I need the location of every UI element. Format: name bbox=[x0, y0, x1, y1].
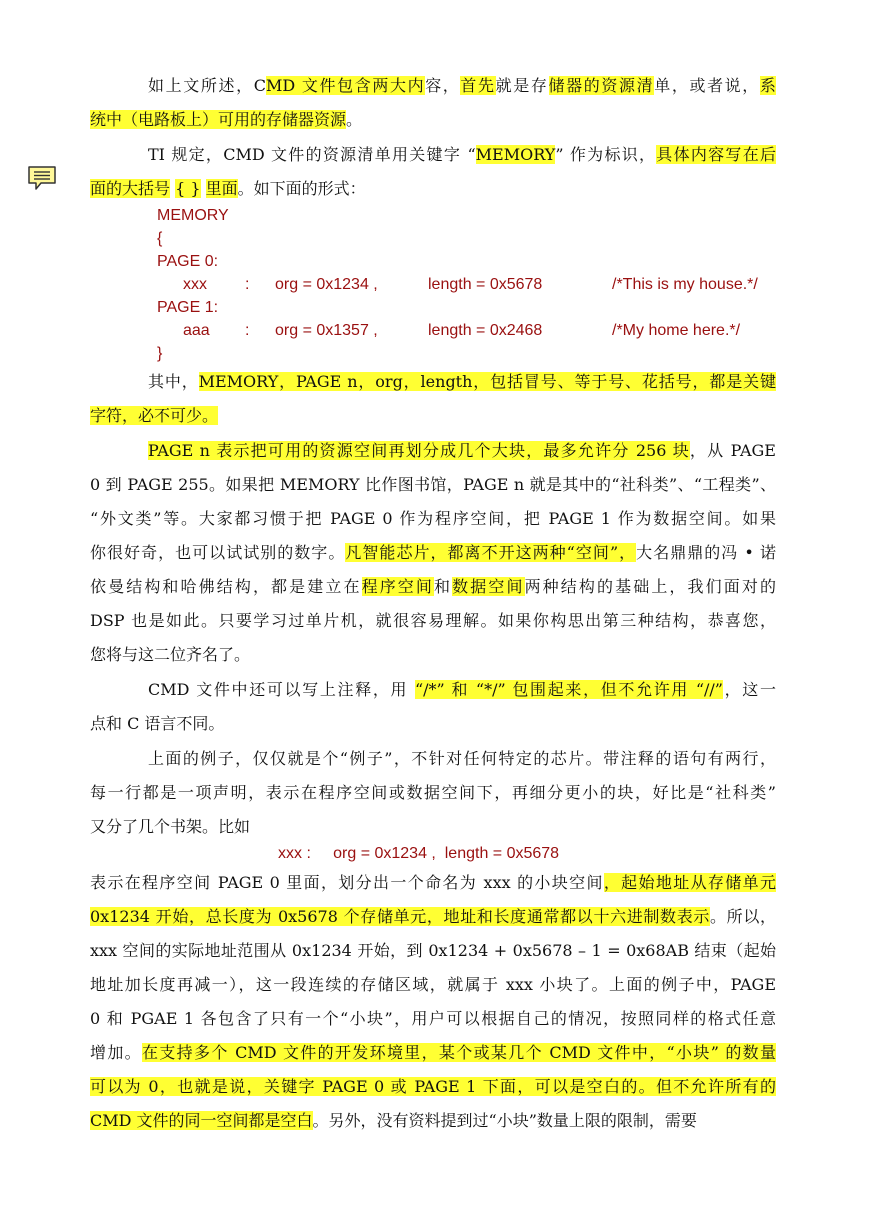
code-page1-name: aaa bbox=[183, 322, 210, 339]
text-line bbox=[148, 371, 776, 393]
text-line bbox=[90, 1076, 776, 1098]
code-page0-org: org = 0x1234 , bbox=[275, 276, 378, 293]
highlighted-text: 里面 bbox=[205, 179, 238, 198]
inline-code-example: xxx : org = 0x1234 , length = 0x5678 bbox=[278, 845, 560, 862]
highlighted-text: { } bbox=[175, 179, 201, 198]
text-run: 容， bbox=[425, 76, 461, 95]
text-line bbox=[90, 713, 224, 735]
highlighted-text: 具体内容写在后 bbox=[656, 145, 776, 164]
text-run: CMD 文件中还可以写上注释，用 bbox=[148, 680, 415, 699]
highlighted-text: 数据空间 bbox=[452, 577, 525, 596]
code-page1-colon: : bbox=[245, 322, 250, 339]
text-run: 上面的例子，仅仅就是个“例子”，不针对任何特定的芯片。带注释的语句有两行， bbox=[148, 749, 776, 768]
text-run: 依曼结构和哈佛结构，都是建立在 bbox=[90, 577, 362, 596]
highlighted-text: “/*” 和 “*/” 包围起来，但不允许用 “//” bbox=[414, 680, 723, 699]
text-line bbox=[90, 576, 776, 598]
text-run: xxx 空间的实际地址范围从 0x1234 开始，到 0x1234 + 0x5678 – 1 = 0x68AB 结束（起始 bbox=[90, 941, 776, 960]
text-run: 两种结构的基础上，我们面对的 bbox=[524, 577, 776, 596]
code-page1-label: PAGE 1: bbox=[157, 299, 219, 316]
text-run: 和 bbox=[434, 577, 453, 596]
highlighted-text: 程序空间 bbox=[361, 577, 435, 596]
text-line bbox=[148, 748, 776, 770]
text-run: 。如下面的形式： bbox=[237, 179, 366, 198]
text-line bbox=[90, 542, 776, 564]
code-memory-keyword: MEMORY bbox=[157, 207, 229, 224]
code-page0-colon: : bbox=[245, 276, 250, 293]
code-page0-length: length = 0x5678 bbox=[428, 276, 543, 293]
highlighted-text: 储器的资源清 bbox=[548, 76, 655, 95]
highlighted-text: 面的大括号 bbox=[90, 179, 171, 198]
text-run: 。所以， bbox=[710, 907, 776, 926]
code-page0-name: xxx bbox=[183, 276, 207, 293]
text-run: 又分了几个书架。比如 bbox=[90, 817, 251, 836]
text-line bbox=[90, 474, 776, 496]
text-run: 其中， bbox=[148, 372, 199, 391]
text-line bbox=[90, 405, 218, 427]
text-line bbox=[90, 508, 776, 530]
highlighted-text: 凡智能芯片，都离不开这两种“空间”， bbox=[345, 543, 637, 562]
text-line bbox=[148, 144, 776, 166]
text-run: 地址加长度再减一），这一段连续的存储区域，就属于 xxx 小块了。上面的例子中，PAGE bbox=[90, 975, 776, 994]
text-line bbox=[90, 644, 250, 666]
text-line bbox=[90, 974, 776, 996]
code-page1-length: length = 0x2468 bbox=[428, 322, 543, 339]
text-line bbox=[90, 109, 362, 131]
highlighted-text: MEMORY bbox=[475, 145, 556, 164]
code-page0-label: PAGE 0: bbox=[157, 253, 219, 270]
text-line bbox=[90, 1042, 776, 1064]
text-line bbox=[90, 178, 366, 200]
highlighted-text: 统中（电路板上）可用的存储器资源 bbox=[90, 110, 347, 129]
text-run: 0 和 PGAE 1 各包含了只有一个“小块”，用户可以根据自己的情况，按照同样的格式任意 bbox=[90, 1009, 776, 1028]
highlighted-text: 字符，必不可少。 bbox=[90, 406, 219, 425]
text-run: ，这一 bbox=[722, 680, 776, 699]
text-line bbox=[148, 679, 776, 701]
text-run: 点和 C 语言不同。 bbox=[90, 714, 225, 733]
text-run: 如上文所述，C bbox=[148, 76, 266, 95]
text-line bbox=[90, 940, 776, 962]
text-line bbox=[148, 440, 776, 462]
highlighted-text: PAGE n 表示把可用的资源空间再划分成几个大块，最多允许分 256 块 bbox=[148, 441, 690, 460]
text-run: TI 规定，CMD 文件的资源清单用关键字 “ bbox=[148, 145, 476, 164]
highlighted-text: CMD 文件的同一空间都是空白 bbox=[90, 1111, 313, 1130]
code-page0-comment: /*This is my house.*/ bbox=[612, 276, 758, 293]
text-line bbox=[90, 906, 776, 928]
text-run: 。另外，没有资料提到过“小块”数量上限的限制，需要 bbox=[312, 1111, 697, 1130]
text-line bbox=[148, 75, 776, 97]
text-line bbox=[90, 1008, 776, 1030]
text-run: 大名鼎鼎的冯 • 诺 bbox=[636, 543, 776, 562]
text-line bbox=[90, 610, 776, 632]
text-run: 增加。 bbox=[90, 1043, 142, 1062]
text-line bbox=[90, 816, 250, 838]
text-run: 单，或者说， bbox=[654, 76, 760, 95]
text-run: 你很好奇，也可以试试别的数字。 bbox=[90, 543, 346, 562]
text-run: 表示在程序空间 PAGE 0 里面，划分出一个命名为 xxx 的小块空间 bbox=[90, 873, 604, 892]
highlighted-text: 在支持多个 CMD 文件的开发环境里，某个或某几个 CMD 文件中，“小块” 的数量 bbox=[142, 1043, 776, 1062]
text-line bbox=[90, 782, 776, 804]
text-line bbox=[90, 1110, 697, 1132]
code-page1-comment: /*My home here.*/ bbox=[612, 322, 741, 339]
highlighted-text: 首先 bbox=[460, 76, 496, 95]
highlighted-text: 系 bbox=[759, 76, 776, 95]
highlighted-text: MD 文件包含两大内 bbox=[265, 76, 426, 95]
highlighted-text: 0x1234 开始，总长度为 0x5678 个存储单元，地址和长度通常都以十六进制数表示 bbox=[90, 907, 711, 926]
text-run: 0 到 PAGE 255。如果把 MEMORY 比作图书馆，PAGE n 就是其中的“社科类”、“工程类”、 bbox=[90, 475, 776, 494]
highlighted-text: ，起始地址从存储单元 bbox=[603, 873, 776, 892]
text-run: 。 bbox=[346, 110, 363, 129]
text-run: 就是存 bbox=[495, 76, 549, 95]
text-run: 您将与这二位齐名了。 bbox=[90, 645, 251, 664]
text-run: 每一行都是一项声明，表示在程序空间或数据空间下，再细分更小的块，好比是“社科类” bbox=[90, 783, 776, 802]
highlighted-text: 可以为 0，也就是说，关键字 PAGE 0 或 PAGE 1 下面，可以是空白的。但不允许所有的 bbox=[90, 1077, 776, 1096]
comment-icon[interactable] bbox=[27, 165, 57, 191]
text-run bbox=[201, 179, 206, 198]
code-open-brace: { bbox=[157, 230, 163, 247]
highlighted-text: MEMORY，PAGE n，org，length，包括冒号、等于号、花括号，都是关键 bbox=[198, 372, 776, 391]
code-page1-org: org = 0x1357 , bbox=[275, 322, 378, 339]
code-close-brace: } bbox=[157, 345, 163, 362]
text-run: “外文类”等。大家都习惯于把 PAGE 0 作为程序空间，把 PAGE 1 作为数据空间。如果 bbox=[90, 509, 776, 528]
text-run: ，从 PAGE bbox=[689, 441, 776, 460]
text-line bbox=[90, 872, 776, 894]
text-run: DSP 也是如此。只要学习过单片机，就很容易理解。如果你构思出第三种结构，恭喜您， bbox=[90, 611, 776, 630]
text-run: ” 作为标识， bbox=[555, 145, 657, 164]
